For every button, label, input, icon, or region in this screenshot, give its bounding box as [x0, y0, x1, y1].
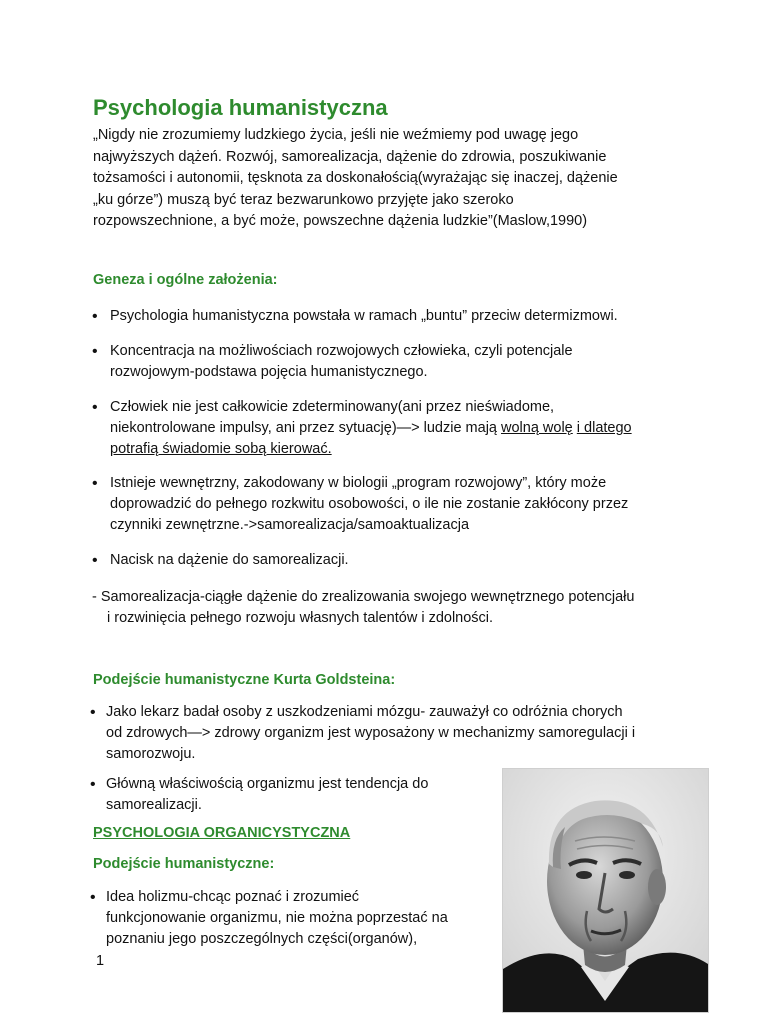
quote-line: rozpowszechnione, a być może, powszechne dążenia ludzkie”(Maslow,1990) [93, 213, 588, 229]
quote-line: najwyższych dążeń. Rozwój, samorealizacja, dążenie do zdrowia, poszukiwanie [93, 148, 607, 165]
bullet-icon: • [92, 308, 98, 325]
page-number: 1 [96, 953, 105, 969]
bullet-icon: • [92, 475, 98, 492]
portrait-image [503, 769, 708, 1012]
quote-line: „Nigdy nie zrozumiemy ludzkiego życia, jeśli nie weźmiemy pod uwagę jego [93, 127, 579, 143]
document-page: Psychologia humanistyczna „Nigdy nie zrozumiemy ludzkiego życia, jeśli nie weźmiemy pod uwagę jego najwyższych dążeń. Rozwój, samorealizacja, dążenie do zdrowia, poszukiwanie tożsamości i autonomii, tęsknota za doskonałością(wyrażając się inaczej, dążenie „ku górze”) muszą być teraz bezwarunkowo przyjęte jako szeroko rozpowszechnione, a być może, powszechne dążenia ludzkie”(Maslow,1990) Geneza i ogólne założenia: • Psychologia humanistyczna powstała w ramach „buntu” przeciw determizmowi. • Koncentracja na możliwościach rozwojowych człowieka, czyli potencjale rozwojowym-podstawa pojęcia humanistycznego. • Człowiek nie jest całkowicie zdeterminowany(ani przez nieświadome, niekontrolowane impulsy, ani przez sytuację)—> ludzie mają wolną wolę i dlatego potrafią świadomie sobą kierować. • Istnieje wewnętrzny, zakodowany w biologii „program rozwojowy”, który może doprowadzić do pełnego rozkwitu osobowości, o ile nie zostanie zakłócony przez czynniki zewnętrzne.->samorealizacja/samoaktualizacja • Nacisk na dążenie do samorealizacji. - Samorealizacja-ciągłe dążenie do zrealizowania swojego wewnętrznego potencjału i rozwinięcia pełnego rozwoju własnych talentów i zdolności. Podejście humanistyczne Kurta Goldsteina: • Jako lekarz badał osoby z uszkodzeniami mózgu- zauważył co odróżnia chorych od zdrowych—> zdrowy organizm jest wyposażony w mechanizmy samoregulacji i samorozwoju. • Główną właściwością organizmu jest tendencja do samorealizacji. PSYCHOLOGIA ORGANICYSTYCZNA Podejście humanistyczne: • Idea holizmu-chcąc poznać i zrozumieć funkcjonowanie organizmu, nie można poprzestać na poznaniu jego poszczególnych części(organów), 1 [0, 0, 768, 1024]
bullet-icon: • [92, 552, 98, 569]
samorealizacja-definition: - Samorealizacja-ciągłe dążenie do zrealizowania swojego wewnętrznego potencjału i rozwinięcia pełnego rozwoju własnych talentów i zdolności. [92, 589, 635, 626]
bullet-icon: • [90, 776, 96, 793]
section-subheading-humanistyczne: Podejście humanistyczne: [93, 856, 275, 872]
quote-line: tożsamości i autonomii, tęsknota za doskonałością(wyrażając się inaczej, dążenie [93, 170, 618, 186]
bullet-icon: • [92, 343, 98, 360]
section-heading-goldstein: Podejście humanistyczne Kurta Goldsteina: [93, 672, 396, 688]
section-heading-geneza: Geneza i ogólne założenia: [93, 272, 278, 288]
section-heading-organicystyczna: PSYCHOLOGIA ORGANICYSTYCZNA [93, 825, 351, 841]
bullet-icon: • [92, 399, 98, 416]
bullet-icon: • [90, 889, 96, 906]
bullet-icon: • [90, 704, 96, 721]
maslow-quote [93, 125, 693, 233]
page-title: Psychologia humanistyczna [93, 95, 388, 120]
quote-line: „ku górze”) muszą być teraz bezwarunkowo przyjęte jako szeroko [93, 191, 514, 208]
kurt-goldstein-portrait [502, 768, 709, 1013]
